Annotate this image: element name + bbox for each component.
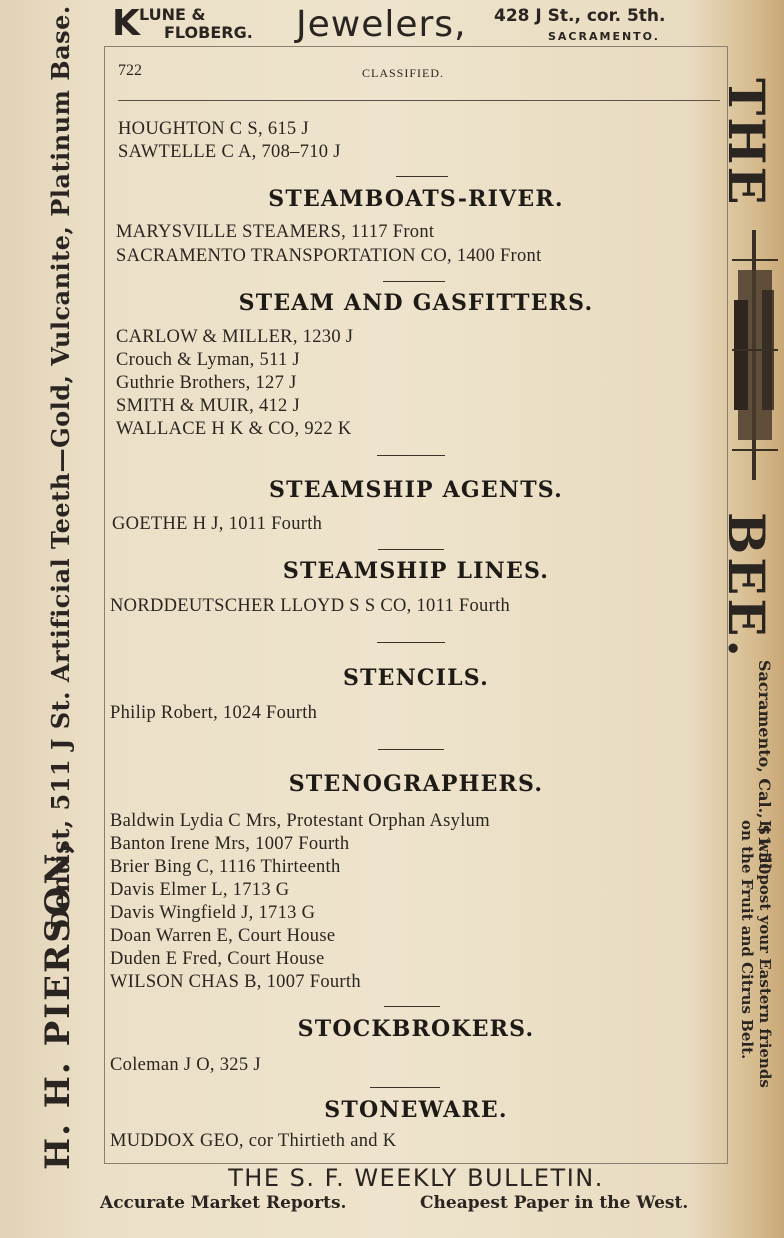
section-divider bbox=[378, 749, 444, 750]
listing-entry: WILSON CHAS B, 1007 Fourth bbox=[110, 972, 361, 992]
listing-entry: CARLOW & MILLER, 1230 J bbox=[116, 327, 354, 347]
section-divider bbox=[384, 1006, 440, 1007]
ad-bee-tagline-1: It will post your Eastern friends bbox=[756, 820, 774, 1088]
listing-entry: GOETHE H J, 1011 Fourth bbox=[112, 514, 323, 534]
section-divider bbox=[378, 549, 444, 550]
bottom-ad-left: Accurate Market Reports. bbox=[100, 1193, 347, 1213]
section-heading: STONEWARE. bbox=[324, 1097, 508, 1123]
listing-entry: Crouch & Lyman, 511 J bbox=[116, 350, 300, 370]
listing-entry: Baldwin Lydia C Mrs, Protestant Orphan Asylum bbox=[110, 811, 490, 831]
section-divider bbox=[396, 176, 448, 177]
listing-entry: Doan Warren E, Court House bbox=[110, 926, 336, 946]
section-heading: STEAMSHIP LINES. bbox=[282, 558, 550, 584]
section-heading: STOCKBROKERS. bbox=[297, 1016, 535, 1042]
ad-bee-tagline-2: on the Fruit and Citrus Belt. bbox=[738, 820, 756, 1060]
ad-the: THE bbox=[717, 78, 776, 207]
frame-left-rule bbox=[104, 46, 105, 1164]
section-heading: STEAMSHIP AGENTS. bbox=[269, 477, 563, 503]
section-divider bbox=[370, 1087, 440, 1088]
page-number: 722 bbox=[118, 62, 142, 79]
section-heading: STEAM AND GASFITTERS. bbox=[238, 290, 594, 316]
section-divider bbox=[377, 455, 445, 456]
listing-entry: MUDDOX GEO, cor Thirtieth and K bbox=[110, 1131, 397, 1151]
right-margin-advertisement bbox=[718, 60, 778, 1160]
bottom-ad-right: Cheapest Paper in the West. bbox=[420, 1193, 689, 1213]
ad-initial: K bbox=[112, 3, 140, 44]
listing-entry: Guthrie Brothers, 127 J bbox=[116, 373, 297, 393]
section-divider bbox=[383, 281, 445, 282]
listing-entry: Banton Irene Mrs, 1007 Fourth bbox=[110, 834, 350, 854]
ad-word: Jewelers, bbox=[296, 4, 467, 45]
section-heading: STENOGRAPHERS. bbox=[288, 771, 544, 797]
bottom-ad-title: THE S. F. WEEKLY BULLETIN. bbox=[228, 1164, 604, 1192]
top-advertisement bbox=[112, 4, 772, 46]
ad-dentist-text: Dentist, 511 J St. Artificial Teeth—Gold, Vulcanite, Platinum Base. bbox=[46, 5, 75, 930]
listing-entry: Duden E Fred, Court House bbox=[110, 949, 325, 969]
left-margin-advertisement bbox=[10, 5, 94, 1170]
listing-entry: Davis Wingfield J, 1713 G bbox=[110, 903, 316, 923]
ad-line-2: FLOBERG. bbox=[164, 23, 253, 42]
ad-dentist-name: H. H. PIERSON, bbox=[38, 839, 78, 1170]
listing-entry: Philip Robert, 1024 Fourth bbox=[110, 703, 318, 723]
listing-entry: Coleman J O, 325 J bbox=[110, 1055, 261, 1075]
listing-entry: HOUGHTON C S, 615 J bbox=[118, 119, 309, 139]
listing-entry: Brier Bing C, 1116 Thirteenth bbox=[110, 857, 341, 877]
listing-entry: MARYSVILLE STEAMERS, 1117 Front bbox=[116, 222, 435, 242]
header-rule bbox=[118, 100, 720, 101]
listing-entry: SMITH & MUIR, 412 J bbox=[116, 396, 301, 416]
ad-line-1: LUNE & bbox=[139, 5, 206, 24]
ad-bee: BEE. bbox=[717, 512, 776, 660]
listing-entry: Davis Elmer L, 1713 G bbox=[110, 880, 290, 900]
ad-address: 428 J St., cor. 5th. bbox=[494, 6, 666, 26]
listing-entry: SAWTELLE C A, 708–710 J bbox=[118, 142, 341, 162]
section-heading: STENCILS. bbox=[343, 665, 489, 691]
ad-city: SACRAMENTO. bbox=[548, 30, 660, 43]
listing-entry: NORDDEUTSCHER LLOYD S S CO, 1011 Fourth bbox=[110, 596, 511, 616]
section-divider bbox=[377, 642, 445, 643]
page-header: CLASSIFIED. bbox=[362, 66, 445, 80]
section-heading: STEAMBOATS-RIVER. bbox=[268, 186, 564, 212]
ad-bee-price: Sacramento, Cal., $1.50. bbox=[755, 660, 774, 880]
listing-entry: WALLACE H K & CO, 922 K bbox=[116, 419, 352, 439]
listing-entry: SACRAMENTO TRANSPORTATION CO, 1400 Front bbox=[116, 246, 542, 266]
frame-top-rule bbox=[104, 46, 728, 47]
